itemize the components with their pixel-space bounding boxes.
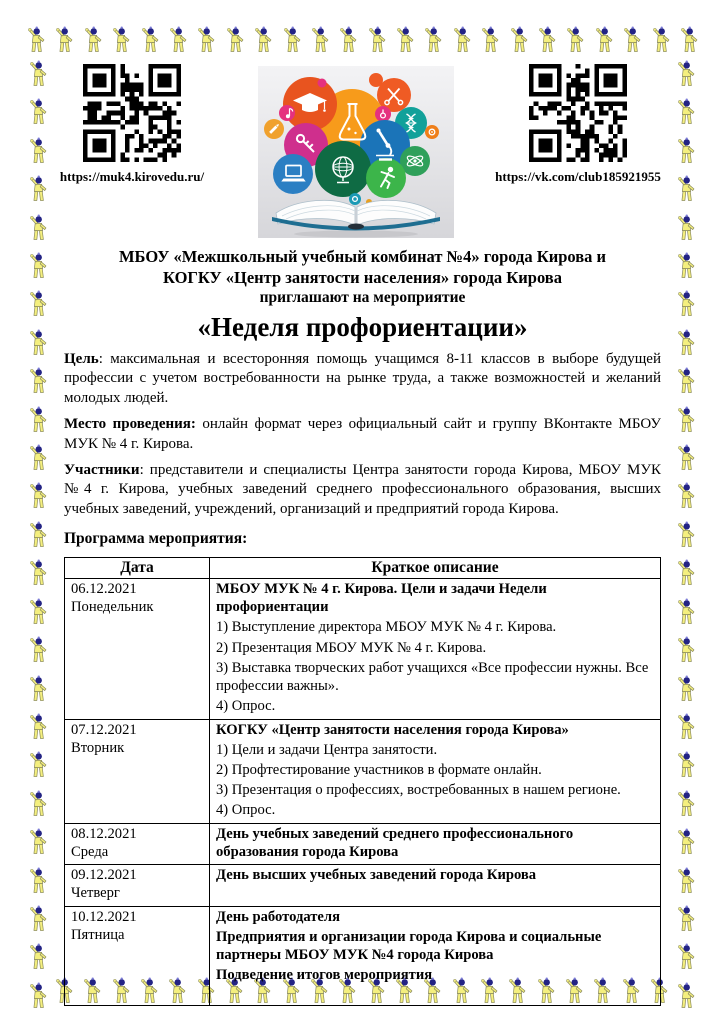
document-body	[64, 246, 661, 1006]
dancing-figure-icon	[676, 867, 697, 895]
dancing-figure-icon	[28, 214, 49, 242]
row-item: 4) Опрос.	[216, 802, 276, 819]
dancing-figure-icon	[676, 98, 697, 126]
header-line-2: КОГКУ «Центр занятости населения» города Кирова	[163, 268, 562, 288]
row-title: КОГКУ «Центр занятости населения города Кирова»	[216, 721, 569, 738]
dancing-figure-icon	[651, 26, 672, 54]
dancing-figure-icon	[28, 367, 49, 395]
dancing-figure-icon	[676, 521, 697, 549]
date: 06.12.2021	[71, 580, 137, 597]
dancing-figure-icon	[168, 26, 189, 54]
participants-text: : представители и специалисты Центра занятости города Кирова, МБОУ МУК №4 г. Кирова, учебных заведений среднего профессионального образования, высших учебных заведений, учреждений, организаций и предприятий города Кирова.	[64, 461, 661, 517]
qr-block-vk	[492, 64, 664, 185]
dancing-figure-icon	[28, 982, 49, 1010]
date-cell	[65, 823, 210, 864]
goal-text: : максимальная и всесторонняя помощь учащимся 8-11 классов в выборе будущей профессии с учетом востребованности на рынке труда, а также возможностей и желаний молодых людей.	[64, 351, 661, 406]
qr-code-icon	[83, 64, 181, 162]
dancing-figure-icon	[28, 98, 49, 126]
border-left	[28, 60, 50, 1010]
dancing-figure-icon	[676, 60, 697, 88]
dancing-figure-icon	[253, 26, 274, 54]
dancing-figure-icon	[28, 137, 49, 165]
row-item: 4) Опрос.	[216, 698, 276, 715]
dancing-figure-icon	[676, 482, 697, 510]
row-item: 1) Выступление директора МБОУ МУК № 4 г. Кирова.	[216, 619, 557, 636]
date-cell	[65, 906, 210, 1005]
header-line-3: приглашают на мероприятие	[259, 289, 466, 307]
dancing-figure-icon	[28, 60, 49, 88]
table-row	[65, 823, 661, 864]
row-title: День работодателя	[216, 908, 340, 925]
dancing-figure-icon	[395, 26, 416, 54]
page-title: «Неделя профориентации»	[197, 311, 528, 342]
vk-url-link[interactable]: https://vk.com/club185921955	[495, 169, 661, 184]
description-cell	[210, 865, 661, 906]
row-item: 3) Презентация о профессиях, востребованных в нашем регионе.	[216, 782, 621, 799]
column-header-date: Дата	[65, 557, 210, 578]
dancing-figure-icon	[676, 444, 697, 472]
dancing-figure-icon	[676, 137, 697, 165]
dancing-figure-icon	[28, 444, 49, 472]
dancing-figure-icon	[676, 828, 697, 856]
date-cell	[65, 719, 210, 823]
table-row	[65, 719, 661, 823]
dancing-figure-icon	[28, 406, 49, 434]
paragraph-venue	[64, 415, 661, 454]
qr-block-site	[57, 64, 207, 185]
participants-label: Участники	[64, 461, 140, 478]
dancing-figure-icon	[679, 26, 700, 54]
dancing-figure-icon	[28, 175, 49, 203]
description-cell	[210, 578, 661, 719]
header-line-1: МБОУ «Межшкольный учебный комбинат №4» города Кирова и	[118, 247, 607, 266]
dancing-figure-icon	[622, 26, 643, 54]
venue-text: онлайн формат через официальный сайт и группу ВКонтакте МБОУ МУК № 4 г. Кирова.	[64, 416, 661, 452]
qr-code-icon	[529, 64, 627, 162]
dancing-figure-icon	[28, 828, 49, 856]
weekday: Понедельник	[71, 599, 154, 616]
dancing-figure-icon	[28, 559, 49, 587]
row-title: День учебных заведений среднего профессионального образования города Кирова	[216, 825, 574, 860]
dancing-figure-icon	[452, 26, 473, 54]
document-header	[64, 246, 661, 343]
globe-bubble	[315, 141, 371, 197]
dancing-figure-icon	[28, 790, 49, 818]
date-cell	[65, 865, 210, 906]
column-header-description: Краткое описание	[210, 557, 661, 578]
row-title: День высших учебных заведений города Кирова	[216, 867, 537, 884]
dancing-figure-icon	[140, 26, 161, 54]
site-url-link[interactable]: https://muk4.kirovedu.ru/	[59, 169, 205, 184]
dancing-figure-icon	[28, 290, 49, 318]
music-note-bubble	[279, 105, 295, 121]
row-item: 3) Выставка творческих работ учащихся «Все профессии нужны. Все профессии важны».	[216, 659, 649, 695]
dancing-figure-icon	[676, 713, 697, 741]
description-cell	[210, 823, 661, 864]
paragraph-participants	[64, 461, 661, 519]
dancing-figure-icon	[28, 482, 49, 510]
dancing-figure-icon	[537, 26, 558, 54]
dancing-figure-icon	[676, 943, 697, 971]
border-right	[676, 60, 698, 1010]
dancing-figure-icon	[196, 26, 217, 54]
row-bold-line: Подведение итогов мероприятия	[216, 967, 433, 984]
date: 09.12.2021	[71, 867, 137, 884]
dancing-figure-icon	[28, 636, 49, 664]
dancing-figure-icon	[565, 26, 586, 54]
dancing-figure-icon	[676, 252, 697, 280]
dancing-figure-icon	[28, 329, 49, 357]
dancing-figure-icon	[282, 26, 303, 54]
dancing-figure-icon	[676, 214, 697, 242]
program-table	[64, 557, 661, 1006]
dancing-figure-icon	[480, 26, 501, 54]
dancing-figure-icon	[676, 675, 697, 703]
dancing-figure-icon	[676, 329, 697, 357]
table-header-row	[65, 557, 661, 578]
dancing-figure-icon	[676, 598, 697, 626]
dancing-figure-icon	[338, 26, 359, 54]
description-cell	[210, 906, 661, 1005]
paragraph-goal	[64, 350, 661, 408]
dancing-figure-icon	[676, 175, 697, 203]
dancing-figure-icon	[28, 943, 49, 971]
row-bold-line: Предприятия и организации города Кирова и социальные партнеры МБОУ МУК №4 города Кирова	[216, 928, 602, 964]
weekday: Четверг	[71, 885, 120, 902]
dancing-figure-icon	[28, 713, 49, 741]
weekday: Пятница	[71, 926, 125, 943]
table-row	[65, 865, 661, 906]
dancing-figure-icon	[28, 905, 49, 933]
dancing-figure-icon	[83, 26, 104, 54]
dancing-figure-icon	[676, 406, 697, 434]
row-item: 2) Профтестирование участников в формате онлайн.	[216, 761, 542, 778]
dancing-figure-icon	[28, 675, 49, 703]
dancing-figure-icon	[225, 26, 246, 54]
dancing-figure-icon	[28, 252, 49, 280]
row-title: МБОУ МУК № 4 г. Кирова. Цели и задачи Недели профориентации	[216, 580, 547, 616]
date-cell	[65, 578, 210, 719]
dancing-figure-icon	[367, 26, 388, 54]
dancing-figure-icon	[310, 26, 331, 54]
row-item: 1) Цели и задачи Центра занятости.	[216, 741, 438, 758]
venue-label: Место проведения:	[64, 416, 196, 433]
dancing-figure-icon	[28, 521, 49, 549]
date: 10.12.2021	[71, 908, 137, 925]
dancing-figure-icon	[676, 751, 697, 779]
table-row	[65, 906, 661, 1005]
weekday: Вторник	[71, 739, 125, 756]
dancing-figure-icon	[509, 26, 530, 54]
dancing-figure-icon	[26, 26, 47, 54]
laptop-bubble	[273, 154, 313, 194]
dancing-figure-icon	[54, 26, 75, 54]
dancing-figure-icon	[28, 751, 49, 779]
dancing-figure-icon	[111, 26, 132, 54]
table-row	[65, 578, 661, 719]
border-top	[26, 26, 700, 54]
dancing-figure-icon	[594, 26, 615, 54]
dancing-figure-icon	[676, 290, 697, 318]
dancing-figure-icon	[676, 790, 697, 818]
dancing-figure-icon	[28, 867, 49, 895]
goal-label: Цель	[64, 351, 99, 368]
dancing-figure-icon	[676, 367, 697, 395]
program-heading: Программа мероприятия:	[64, 529, 248, 547]
description-cell	[210, 719, 661, 823]
dancing-figure-icon	[676, 559, 697, 587]
weekday: Среда	[71, 843, 109, 860]
date: 07.12.2021	[71, 721, 137, 738]
date: 08.12.2021	[71, 825, 137, 842]
dancing-figure-icon	[676, 636, 697, 664]
education-illustration	[258, 66, 454, 238]
dancing-figure-icon	[676, 905, 697, 933]
row-item: 2) Презентация МБОУ МУК № 4 г. Кирова.	[216, 639, 487, 656]
dancing-figure-icon	[676, 982, 697, 1010]
dancing-figure-icon	[423, 26, 444, 54]
dancing-figure-icon	[28, 598, 49, 626]
